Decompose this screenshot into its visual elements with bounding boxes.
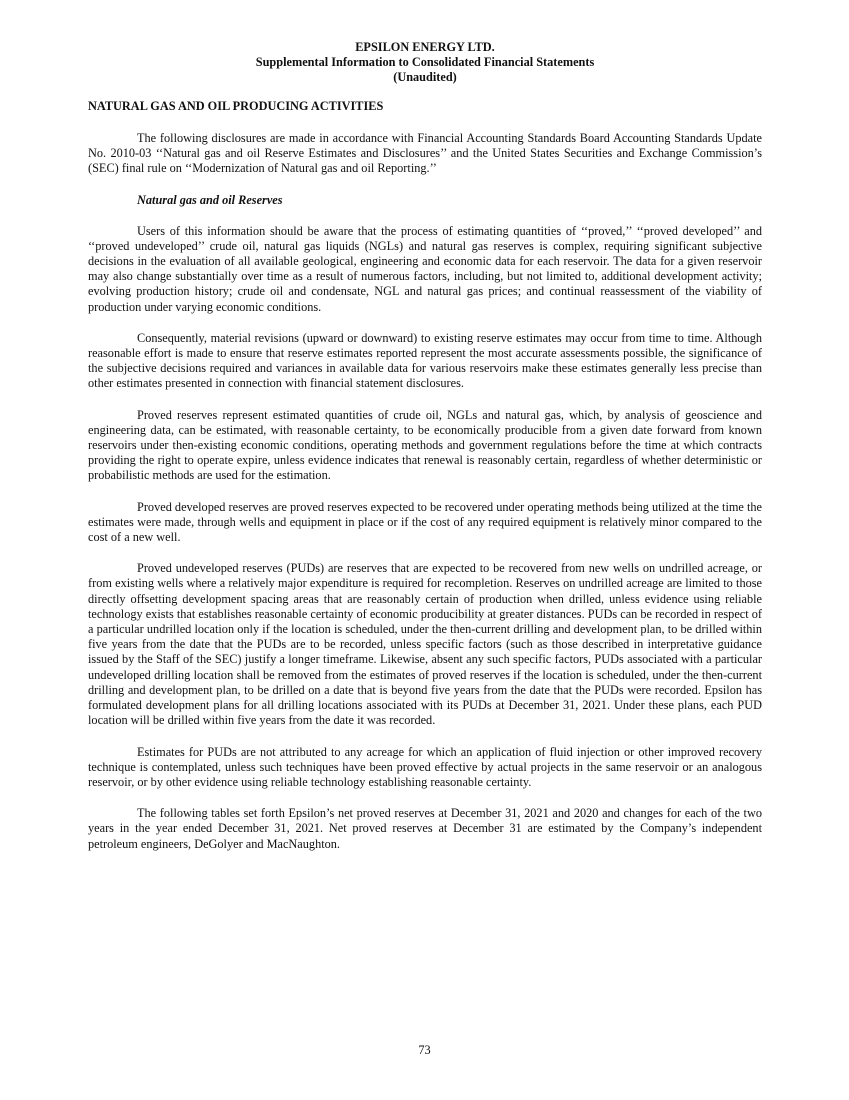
page-number: 73: [418, 1043, 431, 1057]
document-page: [88, 40, 762, 852]
paragraph-proved: Proved reserves represent estimated quantities of crude oil, NGLs and natural gas, which, by analysis of geoscience and engineering data, can be estimated, with reasonable certainty, to be economically producible from a given date forward from known reservoirs under then-existing economic conditions, operating methods and government regulations before the time at which contracts providing the right to operate expire, unless evidence indicates that renewal is reasonably certain, regardless of whether deterministic or probabilistic methods are used for the estimation.: [88, 407, 762, 483]
sub-heading: Natural gas and oil Reserves: [137, 192, 283, 207]
paragraph-users: Users of this information should be aware that the process of estimating quantities of ‘‘proved,’’ ‘‘proved developed’’ and ‘‘proved undeveloped’’ crude oil, natural gas liquids (NGLs) and natural gas reserves is complex, requiring significant subjective decisions in the evaluation of all available geological, engineering and economic data for each reservoir. The data for a given reservoir may also change substantially over time as a result of numerous factors, including, but not limited to, additional development activity; evolving production history; crude oil and condensate, NGL and natural gas prices; and continual reassessment of the viability of production under varying economic conditions.: [88, 223, 762, 314]
paragraph-proved-undeveloped: Proved undeveloped reserves (PUDs) are reserves that are expected to be recovered from new wells on undrilled acreage, or from existing wells where a relatively major expenditure is required for recompletion. Reserves on undrilled acreage are limited to those directly offsetting development spacing areas that are reasonably certain of production when drilled, unless evidence using reliable technology exists that establishes reasonable certainty of economic producibility at greater distances. PUDs can be recorded in respect of a particular undrilled location only if the location is scheduled, under the then-current drilling and development plan, to be drilled within five years from the date that the PUDs are to be recorded, unless specific factors (such as those described in interpretative guidance issued by the Staff of the SEC) justify a longer timeframe. Likewise, absent any such specific factors, PUDs associated with a particular undeveloped drilling location shall be removed from the estimates of proved reserves if the location is scheduled, under the then-current drilling and development plan, to be drilled on a date that is beyond five years from the date that the PUDs were recorded. Epsilon has formulated development plans for all drilling locations associated with its PUDs at December 31, 2021. Under these plans, each PUD location will be drilled within five years from the date it was recorded.: [88, 561, 762, 728]
company-name: EPSILON ENERGY LTD.: [355, 40, 495, 54]
paragraph-proved-developed: Proved developed reserves are proved reserves expected to be recovered under operating methods being utilized at the time the estimates were made, through wells and equipment in place or if the cost of any required equipment is relatively minor compared to the cost of a new well.: [88, 499, 762, 545]
document-title: Supplemental Information to Consolidated Financial Statements: [255, 55, 595, 69]
document-header: [88, 40, 762, 85]
document-subtitle: (Unaudited): [393, 70, 457, 84]
paragraph-estimates: Estimates for PUDs are not attributed to any acreage for which an application of fluid injection or other improved recovery technique is contemplated, unless such techniques have been proved effective by actual projects in the same reservoir or an analogous reservoir, or by other evidence using reliable technology establishing reasonable certainty.: [88, 744, 762, 789]
paragraph-consequently: Consequently, material revisions (upward or downward) to existing reserve estimates may occur from time to time. Although reasonable effort is made to ensure that reserve estimates reported represent the most accurate assessments possible, the significance of the subjective decisions required and variances in available data for various reservoirs make these estimates generally less precise than other estimates presented in connection with financial statement disclosures.: [88, 330, 762, 391]
section-title: NATURAL GAS AND OIL PRODUCING ACTIVITIES: [88, 99, 384, 113]
paragraph-tables: The following tables set forth Epsilon’s net proved reserves at December 31, 2021 and 2020 and changes for each of the two years in the year ended December 31, 2021. Net proved reserves at December 31 are estimated by the Company’s independent petroleum engineers, DeGolyer and MacNaughton.: [88, 806, 762, 851]
paragraph-intro: The following disclosures are made in accordance with Financial Accounting Standards Board Accounting Standards Update No. 2010-03 ‘‘Natural gas and oil Reserve Estimates and Disclosures’’ and the United States Securities and Exchange Commission’s (SEC) final rule on ‘‘Modernization of Natural gas and oil Reporting.’’: [88, 131, 762, 176]
